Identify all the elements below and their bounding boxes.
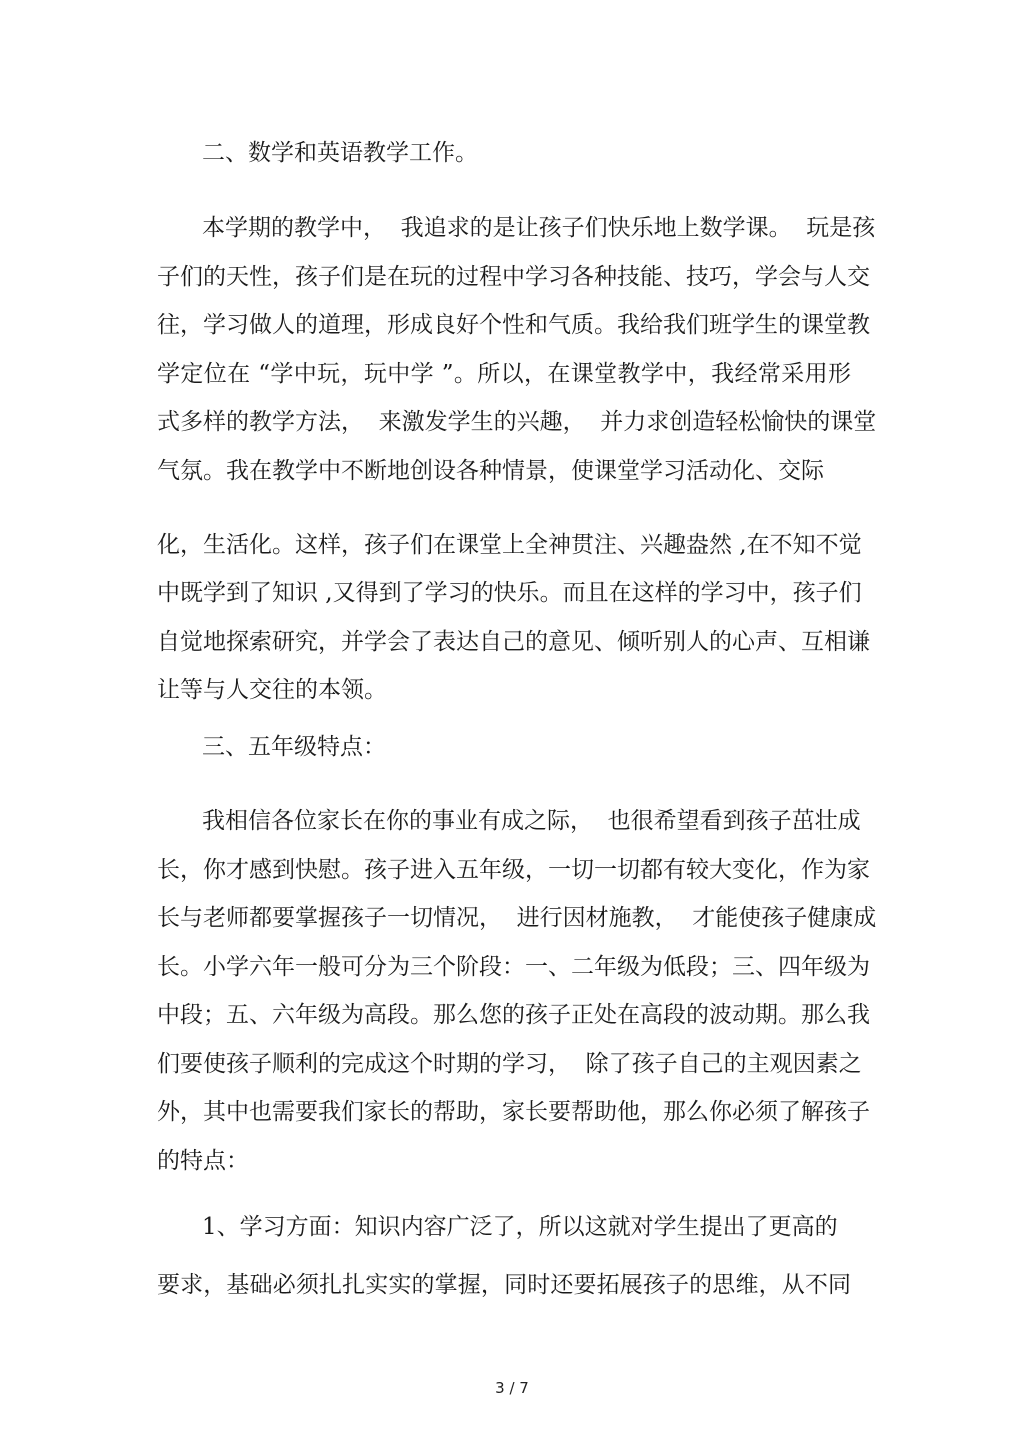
paragraph-line: 外，其中也需要我们家长的帮助，家长要帮助他，那么你必须了解孩子 [157, 1099, 870, 1125]
paragraph-line: 学定位在 “学中玩，玩中学 ”。所以，在课堂教学中，我经常采用形 [157, 361, 851, 387]
page-number: 3 / 7 [495, 1379, 529, 1397]
list-item-study: 1、学习方面：知识内容广泛了，所以这就对学生提出了更高的 [202, 1214, 838, 1240]
paragraph-line: 中段；五、六年级为高段。那么您的孩子正处在高段的波动期。那么我 [157, 1002, 870, 1028]
paragraph-line: 式多样的教学方法， 来激发学生的兴趣， 并力求创造轻松愉快的课堂 [157, 409, 877, 435]
heading-grade-five-traits: 三、五年级特点： [202, 734, 386, 760]
paragraph-line: 子们的天性，孩子们是在玩的过程中学习各种技能、技巧，学会与人交 [157, 264, 870, 290]
paragraph-line: 自觉地探索研究，并学会了表达自己的意见、倾听别人的心声、互相谦 [157, 629, 870, 655]
paragraph-line: 长。小学六年一般可分为三个阶段：一、二年级为低段；三、四年级为 [157, 954, 870, 980]
paragraph-line: 中既学到了知识 ,又得到了学习的快乐。而且在这样的学习中，孩子们 [157, 580, 862, 606]
paragraph-line: 的特点： [157, 1148, 249, 1174]
paragraph-line: 往，学习做人的道理，形成良好个性和气质。我给我们班学生的课堂教 [157, 312, 870, 338]
paragraph-line: 我相信各位家长在你的事业有成之际， 也很希望看到孩子茁壮成 [202, 808, 861, 834]
paragraph-line: 让等与人交往的本领。 [157, 677, 387, 703]
paragraph-line: 要求，基础必须扎扎实实的掌握，同时还要拓展孩子的思维，从不同 [157, 1272, 851, 1298]
paragraph-line: 长与老师都要掌握孩子一切情况， 进行因材施教， 才能使孩子健康成 [157, 905, 877, 931]
paragraph-line: 长，你才感到快慰。孩子进入五年级，一切一切都有较大变化，作为家 [157, 857, 870, 883]
paragraph-line: 们要使孩子顺利的完成这个时期的学习， 除了孩子自己的主观因素之 [157, 1051, 862, 1077]
paragraph-line: 气氛。我在教学中不断地创设各种情景，使课堂学习活动化、交际 [157, 458, 824, 484]
paragraph-line: 化，生活化。这样，孩子们在课堂上全神贯注、兴趣盎然 ,在不知不觉 [157, 532, 862, 558]
heading-math-english: 二、数学和英语教学工作。 [202, 140, 478, 166]
paragraph-line: 本学期的教学中， 我追求的是让孩子们快乐地上数学课。 玩是孩 [202, 215, 876, 241]
